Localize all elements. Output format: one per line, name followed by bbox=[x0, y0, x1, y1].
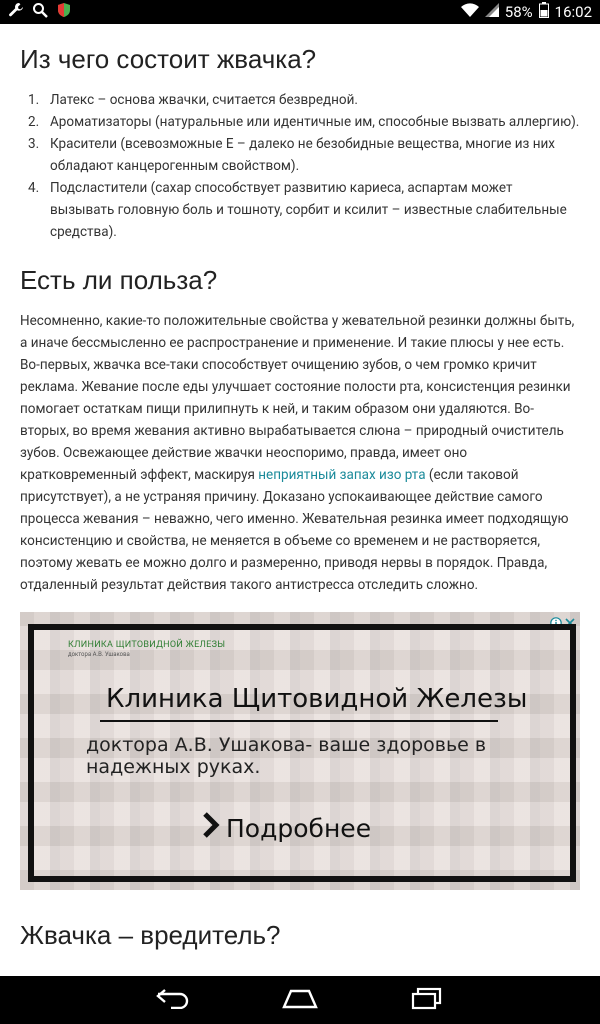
paragraph-text: (если таковой присутствует), а не устраняя причину. Доказано успокаивающее действие самого процесса жевания – неважно, чего именно. Жевательная резинка имеет подходящую консистенцию и свойства, не меняется в объеме со временем и не растворяется, поэтому жевать ее можно долго и размеренно, приводя нервы в порядок. Правда, отдаленный результат действия такого антистресса отследить сложно. bbox=[20, 467, 569, 594]
list-item-number: 4. bbox=[28, 180, 40, 197]
list-item-text: Красители (всевозможные Е – далеко не безобидные вещества, многие из них обладают канцерогенным свойством). bbox=[50, 136, 555, 175]
ad-divider bbox=[100, 720, 498, 722]
signal-icon bbox=[485, 3, 499, 21]
ad-brand-subtext: доктора А.В. Ушакова bbox=[68, 651, 130, 659]
ad-more-label: Подробнее bbox=[226, 813, 372, 843]
article-content[interactable] bbox=[0, 24, 600, 976]
bad-breath-link[interactable]: неприятный запах изо рта bbox=[258, 467, 426, 484]
article-paragraph bbox=[20, 310, 580, 596]
list-item-number: 3. bbox=[28, 136, 40, 153]
list-item bbox=[28, 89, 580, 111]
ad-headline[interactable]: Клиника Щитовидной Железы bbox=[106, 684, 528, 715]
ad-brand-logo-text: КЛИНИКА ЩИТОВИДНОЙ ЖЕЛЕЗЫ bbox=[68, 640, 226, 651]
system-navigation-bar bbox=[0, 976, 600, 1024]
section-title: Есть ли польза? bbox=[20, 265, 218, 296]
chevron-right-icon bbox=[202, 812, 220, 844]
paragraph-text: Несомненно, какие-то положительные свойства у жевательной резинки должны быть, а иначе бессмысленно ее распространение и применение. И такие плюсы у нее есть. Во-первых, жвачка все-таки способствует очищению зубов, о чем громко кричит реклама. Жевание после еды улучшает состояние полости рта, консистенция резинки помогает остаткам пищи прилипнуть к ней, и таким образом они удаляются. Во-вторых, во время жевания активно вырабатывается слюна – природный очиститель зубов. Освежающее действие жвачки неоспоримо, правда, имеет оно кратковременный эффект, маскируя bbox=[20, 313, 575, 484]
clock: 16:02 bbox=[554, 3, 592, 21]
ad-banner[interactable] bbox=[20, 612, 580, 890]
back-icon[interactable] bbox=[155, 987, 191, 1013]
battery-icon bbox=[539, 2, 549, 22]
list-item-text: Подсластители (сахар способствует развитию кариеса, аспартам может вызывать головную боль и тошноту, сорбит и ксилит – известные слабительные средства). bbox=[50, 180, 567, 241]
list-item-number: 2. bbox=[28, 114, 40, 131]
section-title: Из чего состоит жвачка? bbox=[20, 44, 317, 74]
home-icon[interactable] bbox=[281, 987, 319, 1013]
list-item bbox=[28, 177, 580, 243]
wifi-icon bbox=[461, 3, 479, 21]
ad-description: доктора А.В. Ушакова- ваше здоровье в надежных руках. bbox=[86, 734, 487, 779]
ingredients-list bbox=[20, 89, 580, 243]
list-item bbox=[28, 111, 580, 133]
list-item-text: Ароматизаторы (натуральные или идентичные им, способные вызвать аллергию). bbox=[50, 114, 580, 131]
recents-icon[interactable] bbox=[409, 986, 445, 1014]
list-item-number: 1. bbox=[28, 92, 40, 109]
shield-app-icon bbox=[56, 2, 72, 22]
battery-percent: 58% bbox=[504, 3, 533, 21]
wrench-icon bbox=[8, 2, 24, 22]
list-item bbox=[28, 133, 580, 177]
list-item-text: Латекс – основа жвачки, считается безвредной. bbox=[50, 92, 358, 109]
search-icon bbox=[32, 2, 48, 22]
status-bar bbox=[0, 0, 600, 24]
ad-more-button[interactable] bbox=[202, 812, 371, 844]
section-title: Жвачка – вредитель? bbox=[20, 920, 281, 951]
